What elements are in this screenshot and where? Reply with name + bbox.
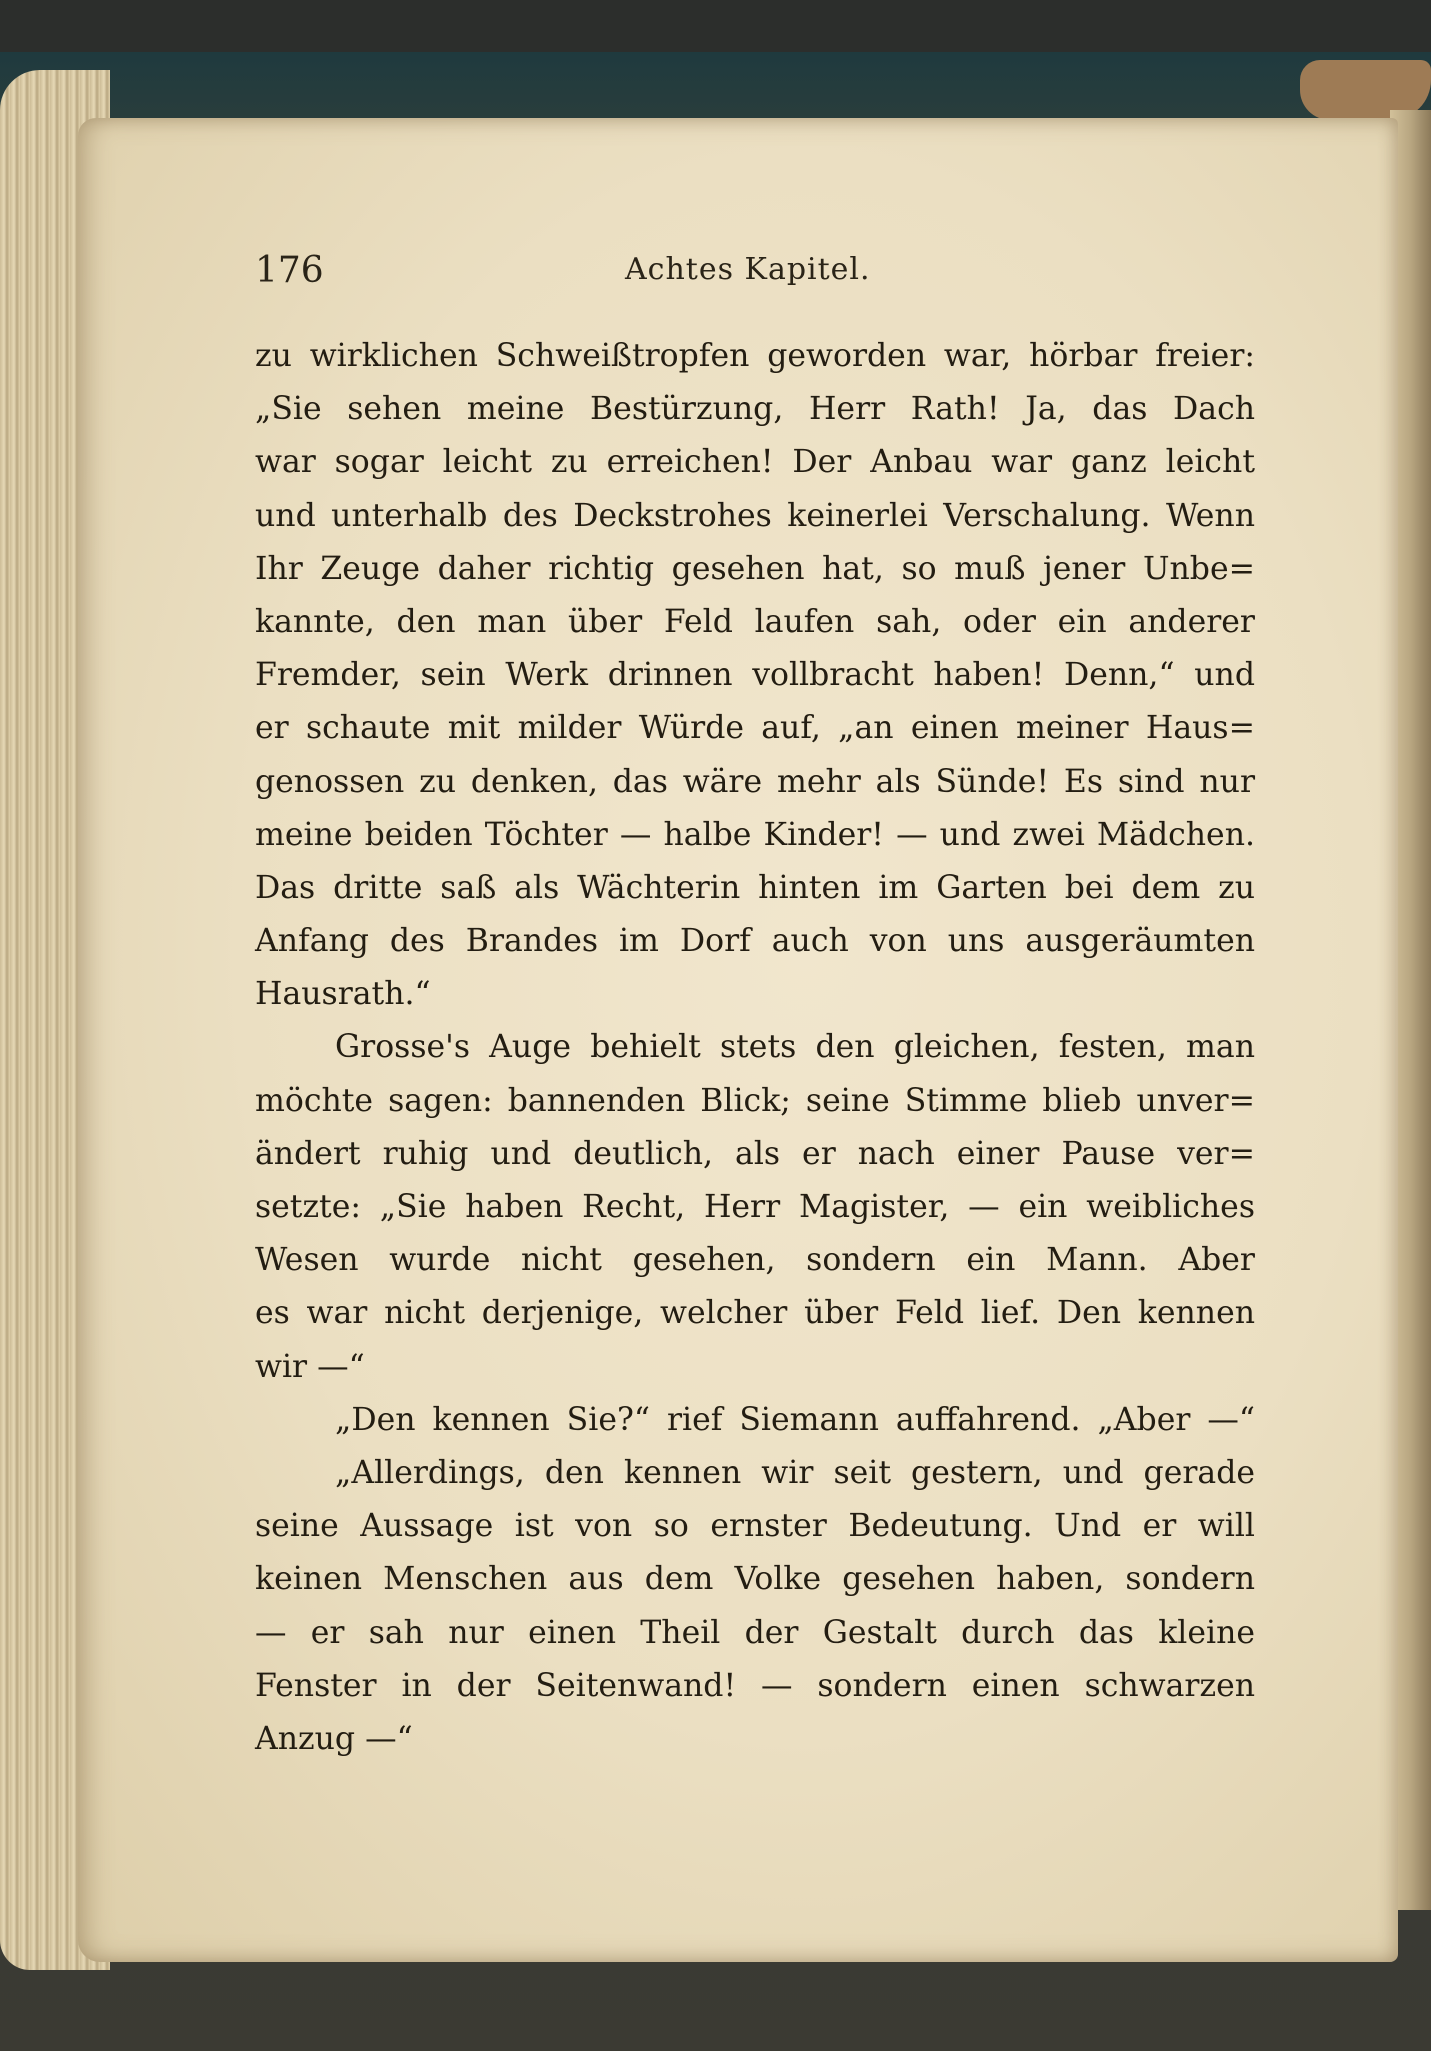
body-text [255,330,1255,1766]
text-line: genossen zu denken, das wäre mehr als Sünde! Es sind nur [255,763,1255,800]
text-line: meine beiden Töchter — halbe Kinder! — und zwei Mädchen. [255,816,1255,853]
text-line: zu wirklichen Schweißtropfen geworden war, hörbar freier: [255,338,1255,374]
text-line: er schaute mit milder Würde auf, „an einen meiner Haus= [255,710,1255,747]
page-header [255,250,1250,310]
text-line: Ihr Zeuge daher richtig gesehen hat, so muß jener Unbe= [255,550,1255,587]
text-line: Anfang des Brandes im Dorf auch von uns ausgeräumten [255,923,1255,960]
text-line: — er sah nur einen Theil der Gestalt durch das kleine [255,1614,1255,1651]
text-line: Fenster in der Seitenwand! — sondern einen schwarzen [255,1667,1255,1704]
text-line: ändert ruhig und deutlich, als er nach einer Pause ver= [255,1135,1255,1172]
text-line: kannte, den man über Feld laufen sah, oder ein anderer [255,603,1255,640]
text-line: war sogar leicht zu erreichen! Der Anbau war ganz leicht [255,444,1255,481]
text-line: „Den kennen Sie?“ rief Siemann auffahrend. „Aber —“ [335,1401,1255,1438]
running-title: Achtes Kapitel. [625,252,871,287]
text-line: es war nicht derjenige, welcher über Feld lief. Den kennen [255,1295,1255,1332]
text-line: Hausrath.“ [255,976,431,1013]
text-line: Anzug —“ [255,1720,413,1757]
text-line: seine Aussage ist von so ernster Bedeutung. Und er will [255,1508,1255,1545]
page-number: 176 [255,250,324,291]
text-line: möchte sagen: bannenden Blick; seine Stimme blieb unver= [255,1082,1255,1119]
text-line: Grosse's Auge behielt stets den gleichen, festen, man [335,1029,1255,1066]
text-line: „Sie sehen meine Bestürzung, Herr Rath! Ja, das Dach [255,391,1255,428]
text-line: Das dritte saß als Wächterin hinten im Garten bei dem zu [255,869,1255,906]
text-line: und unterhalb des Deckstrohes keinerlei Verschalung. Wenn [255,497,1255,534]
text-line: wir —“ [255,1348,365,1385]
text-line: „Allerdings, den kennen wir seit gestern, und gerade [335,1454,1255,1491]
text-line: setzte: „Sie haben Recht, Herr Magister, — ein weibliches [255,1189,1255,1225]
text-line: keinen Menschen aus dem Volke gesehen haben, sondern [255,1561,1255,1598]
text-line: Wesen wurde nicht gesehen, sondern ein Mann. Aber [255,1242,1255,1279]
text-line: Fremder, sein Werk drinnen vollbracht haben! Denn,“ und [255,657,1255,694]
